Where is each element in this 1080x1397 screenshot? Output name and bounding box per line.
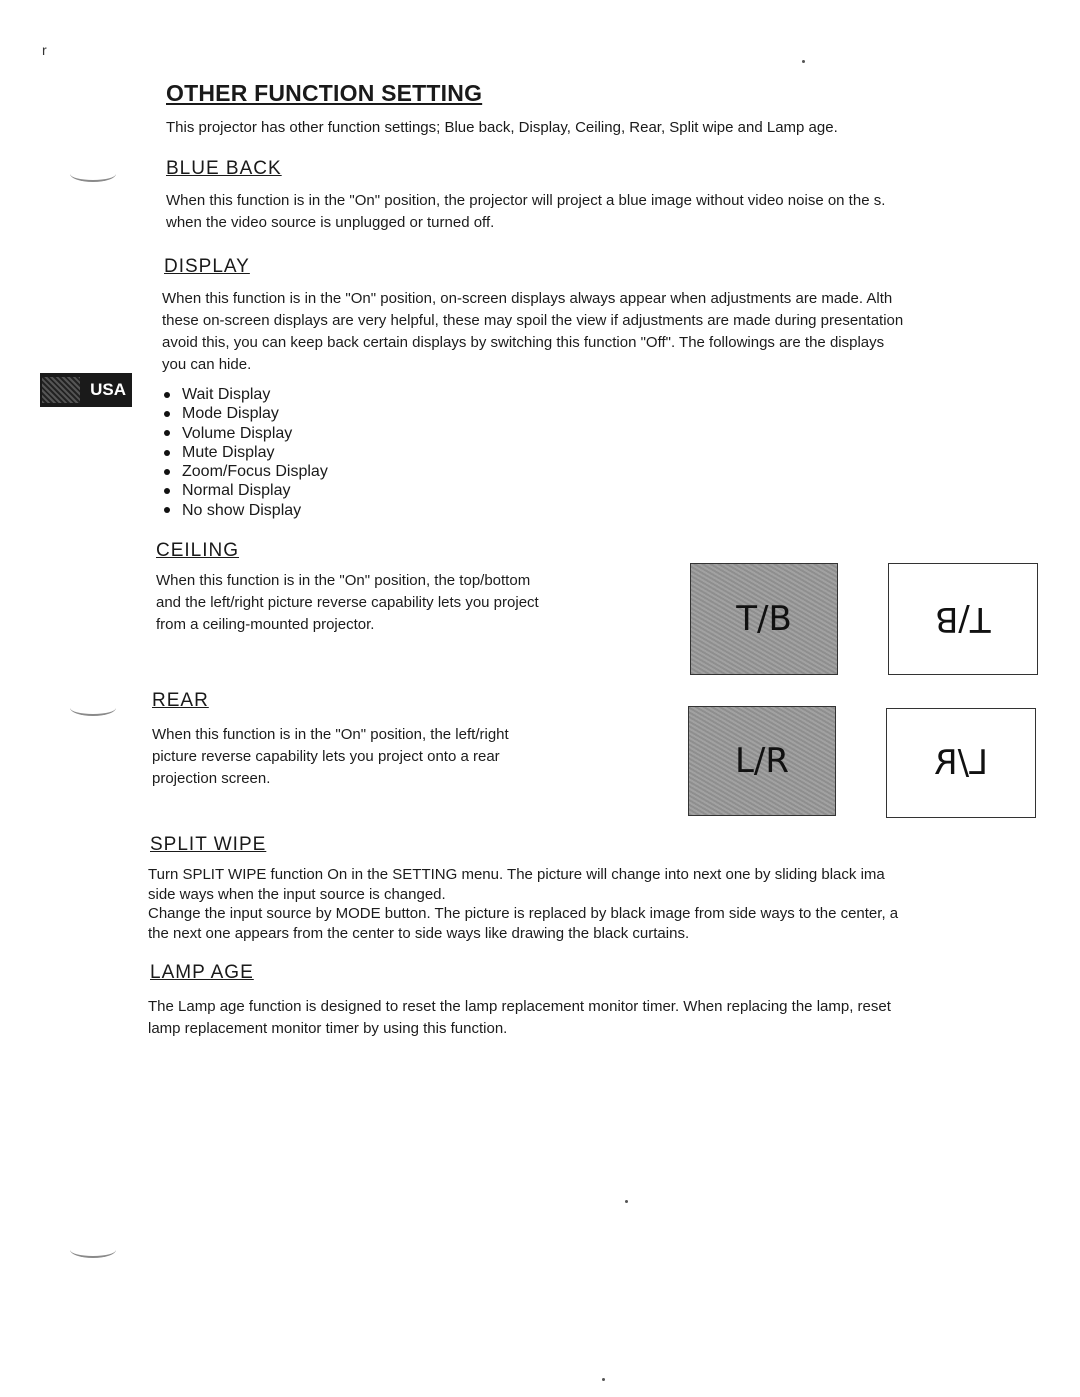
split-wipe-line-3: Change the input source by MODE button. The picture is replaced by black image from side ways to the center, a bbox=[148, 905, 899, 922]
split-wipe-text bbox=[148, 865, 1073, 943]
list-item bbox=[164, 424, 328, 443]
bullet-icon bbox=[164, 488, 170, 494]
list-item-label: Mode Display bbox=[182, 405, 279, 423]
binder-hole-middle bbox=[70, 700, 116, 716]
list-item-label: Wait Display bbox=[182, 386, 271, 403]
scan-speck bbox=[602, 1378, 605, 1381]
page-title: OTHER FUNCTION SETTING bbox=[166, 80, 483, 106]
heading-lamp-age: LAMP AGE bbox=[150, 962, 254, 983]
display-line-3: avoid this, you can keep back certain displays by switching this function "Off". The followings are the displays bbox=[162, 334, 885, 351]
rear-reversed-image bbox=[886, 708, 1036, 818]
list-item bbox=[164, 385, 328, 404]
list-item-label: Zoom/Focus Display bbox=[182, 463, 328, 481]
heading-blue-back: BLUE BACK bbox=[166, 158, 282, 179]
bullet-icon bbox=[164, 430, 170, 436]
lamp-age-text bbox=[148, 996, 1073, 1040]
list-item-label: No show Display bbox=[182, 501, 302, 519]
rear-normal-image bbox=[688, 706, 836, 816]
scan-speck bbox=[625, 1200, 628, 1203]
display-line-1: When this function is in the "On" position, on-screen displays always appear when adjustments are made. Alth bbox=[162, 290, 893, 307]
bullet-icon bbox=[164, 450, 170, 456]
scan-speck bbox=[802, 60, 805, 63]
heading-rear: REAR bbox=[152, 690, 209, 711]
lamp-age-line-2: lamp replacement monitor timer by using this function. bbox=[148, 1020, 508, 1037]
rear-line-3: projection screen. bbox=[152, 770, 271, 787]
split-wipe-line-1: Turn SPLIT WIPE function On in the SETTING menu. The picture will change into next one by sliding black ima bbox=[148, 866, 885, 883]
display-list bbox=[164, 385, 328, 520]
rear-text bbox=[152, 724, 622, 790]
blue-back-line-2: when the video source is unplugged or turned off. bbox=[166, 214, 495, 231]
list-item-label: Volume Display bbox=[182, 424, 293, 442]
list-item bbox=[164, 443, 328, 462]
ceiling-line-1: When this function is in the "On" position, the top/bottom bbox=[156, 572, 531, 589]
page-corner-mark: r bbox=[42, 42, 47, 58]
usa-badge bbox=[40, 373, 132, 407]
bullet-icon bbox=[164, 411, 170, 417]
heading-ceiling: CEILING bbox=[156, 540, 240, 561]
ceiling-line-3: from a ceiling-mounted projector. bbox=[156, 616, 375, 633]
flag-icon bbox=[42, 377, 80, 403]
rear-line-2: picture reverse capability lets you project onto a rear bbox=[152, 748, 500, 765]
blue-back-text bbox=[166, 190, 1066, 234]
bullet-icon bbox=[164, 392, 170, 398]
list-item-label: Normal Display bbox=[182, 482, 291, 500]
list-item bbox=[164, 501, 328, 520]
lamp-age-line-1: The Lamp age function is designed to reset the lamp replacement monitor timer. When replacing the lamp, reset bbox=[148, 998, 891, 1015]
heading-display: DISPLAY bbox=[164, 256, 250, 277]
display-line-2: these on-screen displays are very helpful, these may spoil the view if adjustments are made during presentation bbox=[162, 312, 904, 329]
bullet-icon bbox=[164, 507, 170, 513]
display-line-4: you can hide. bbox=[162, 356, 252, 373]
list-item bbox=[164, 481, 328, 500]
bullet-icon bbox=[164, 469, 170, 475]
ceiling-reversed-label: T/B bbox=[935, 599, 991, 639]
intro-text: This projector has other function settings; Blue back, Display, Ceiling, Rear, Split wipe and Lamp age. bbox=[166, 119, 838, 136]
ceiling-text bbox=[156, 570, 626, 636]
split-wipe-line-2: side ways when the input source is changed. bbox=[148, 885, 446, 903]
list-item bbox=[164, 404, 328, 423]
ceiling-normal-image bbox=[690, 563, 838, 675]
rear-reversed-label: L/R bbox=[933, 743, 989, 783]
heading-split-wipe: SPLIT WIPE bbox=[150, 834, 267, 855]
list-item bbox=[164, 462, 328, 481]
rear-line-1: When this function is in the "On" position, the left/right bbox=[152, 726, 509, 743]
ceiling-reversed-image bbox=[888, 563, 1038, 675]
ceiling-line-2: and the left/right picture reverse capability lets you project bbox=[156, 594, 539, 611]
ceiling-normal-label: T/B bbox=[736, 599, 792, 639]
display-text bbox=[162, 288, 1072, 376]
usa-badge-label: USA bbox=[90, 380, 126, 399]
blue-back-line-1: When this function is in the "On" position, the projector will project a blue image without video noise on the s. bbox=[166, 192, 886, 209]
split-wipe-line-4: the next one appears from the center to side ways like drawing the black curtains. bbox=[148, 924, 690, 942]
binder-hole-bottom bbox=[70, 1242, 116, 1258]
list-item-label: Mute Display bbox=[182, 443, 275, 461]
binder-hole-top bbox=[70, 166, 116, 182]
rear-normal-label: L/R bbox=[734, 741, 790, 781]
